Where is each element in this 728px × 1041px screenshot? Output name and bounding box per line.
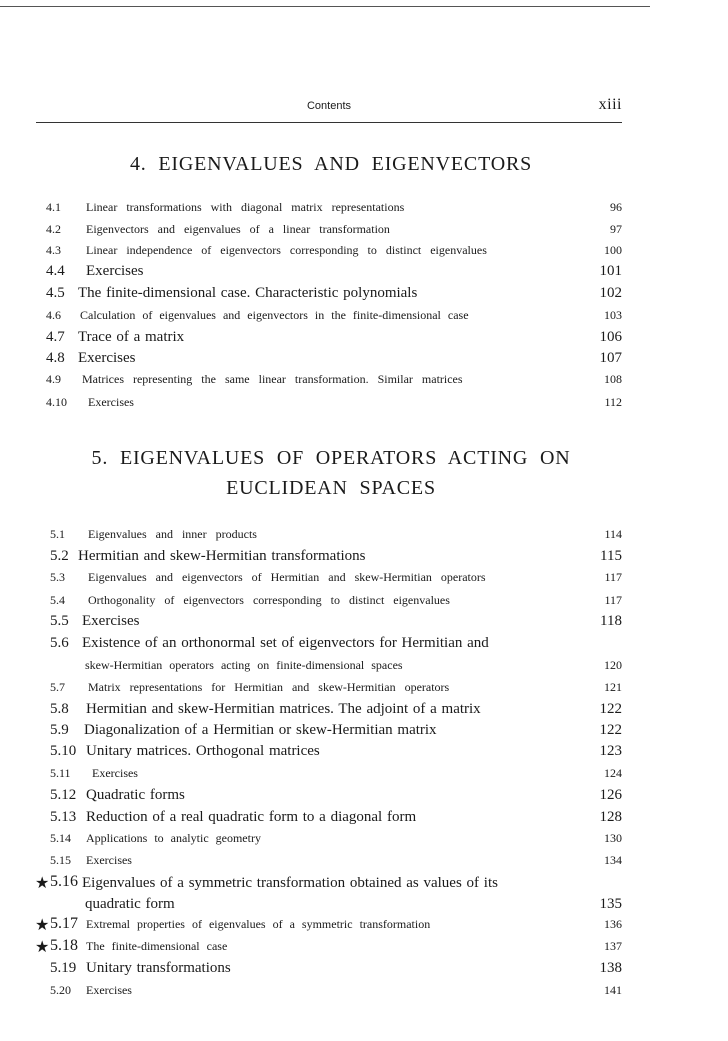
toc-entry-title: Eigenvectors and eigenvalues of a linear transformation [86,222,390,236]
toc-entry-page: 117 [604,593,622,607]
toc-entry-number: 4.7 [46,329,65,345]
toc-entry-page: 106 [599,329,622,345]
toc-entry-title: Calculation of eigenvalues and eigenvectors in the finite-dimensional case [80,308,469,322]
toc-entry-page: 117 [604,570,622,584]
toc-entry [46,263,622,285]
toc-entry-title: skew-Hermitian operators acting on finite-dimensional spaces [85,658,403,672]
toc-entry [50,766,622,788]
toc-entry-title: Extremal properties of eigenvalues of a symmetric transformation [86,917,431,931]
toc-entry [46,372,622,394]
toc-entry-page: 137 [604,939,622,953]
toc-entry [46,285,622,307]
toc-entry-number: 4.5 [46,285,65,301]
toc-entry-title: Quadratic forms [86,787,185,803]
toc-entry-title: Existence of an orthonormal set of eigenvectors for Hermitian and [82,635,489,651]
toc-entry-number: 4.4 [46,263,65,279]
toc-entry-page: 120 [604,658,622,672]
toc-entry-number: 5.6 [50,635,69,651]
toc-entry [50,680,622,702]
toc-entry-title: Hermitian and skew-Hermitian matrices. The adjoint of a matrix [86,701,481,717]
toc-entry [46,243,622,265]
toc-entry-number: 5.10 [50,743,77,759]
chapter-5-title-line1: 5. EIGENVALUES OF OPERATORS ACTING ON [91,447,571,469]
toc-entry [50,831,622,853]
toc-entry-number: 5.12 [50,787,77,803]
toc-entry-number: 5.15 [50,853,71,867]
toc-entry [50,896,622,918]
toc-entry-number: 4.2 [46,222,61,236]
toc-entry [50,701,622,723]
toc-entry-number: 5.13 [50,809,77,825]
toc-entry-page: 103 [604,308,622,322]
toc-entry-page: 112 [604,395,622,409]
toc-entry-page: 108 [604,372,622,386]
toc-entry [50,613,622,635]
toc-entry [35,873,622,897]
toc-entry-title: Exercises [88,395,134,409]
toc-entry-number: 4.8 [46,350,65,366]
toc-entry [46,222,622,244]
toc-entry-title: Exercises [86,263,144,279]
chapter-4-title: 4. EIGENVALUES AND EIGENVECTORS [129,153,533,175]
toc-entry-number: 5.18 [50,937,78,954]
toc-entry-title: Exercises [86,853,132,867]
toc-entry-title: Linear transformations with diagonal matrix representations [86,200,405,214]
toc-entry [50,787,622,809]
toc-entry-title: Orthogonality of eigenvectors corresponding to distinct eigenvalues [88,593,450,607]
toc-entry-title: Unitary matrices. Orthogonal matrices [86,743,320,759]
toc-entry-page: 124 [604,766,622,780]
star-icon: ★ [35,917,50,934]
toc-entry-number: 5.3 [50,570,65,584]
toc-entry-page: 97 [610,222,622,236]
toc-entry-title: Diagonalization of a Hermitian or skew-Hermitian matrix [84,722,437,738]
toc-entry-title: Eigenvalues and eigenvectors of Hermitian and skew-Hermitian operators [88,570,486,584]
toc-entry-title: Linear independence of eigenvectors corresponding to distinct eigenvalues [86,243,487,257]
toc-entry-title: Matrix representations for Hermitian and skew-Hermitian operators [88,680,450,694]
toc-entry-number: 5.2 [50,548,69,564]
toc-entry-title: Trace of a matrix [78,329,185,345]
toc-entry-title: Matrices representing the same linear transformation. Similar matrices [82,372,463,386]
running-title: Contents [306,100,352,112]
toc-entry [50,809,622,831]
toc-entry-page: 138 [599,960,622,976]
toc-entry [50,983,622,1005]
toc-entry-page: 115 [600,548,622,564]
toc-entry-number: 5.16 [50,873,78,890]
toc-entry-page: 134 [604,853,622,867]
toc-entry-number: 5.11 [50,766,71,780]
toc-entry-page: 135 [599,896,622,912]
running-head [36,96,622,123]
toc-entry-page: 123 [599,743,622,759]
toc-entry-title: Eigenvalues and inner products [88,527,257,541]
toc-entry-page: 100 [604,243,622,257]
toc-entry [46,329,622,351]
toc-entry [50,853,622,875]
toc-entry [50,635,622,657]
toc-entry-number: 5.19 [50,960,77,976]
toc-entry-number: 4.9 [46,372,61,386]
toc-entry-page: 126 [599,787,622,803]
toc-entry-number: 4.6 [46,308,61,322]
star-icon: ★ [35,939,50,956]
toc-entry [50,593,622,615]
toc-entry-number: 5.4 [50,593,65,607]
toc-entry-title: Exercises [86,983,132,997]
toc-entry-title: Exercises [92,766,138,780]
toc-entry-number: 5.1 [50,527,65,541]
toc-entry [35,937,622,961]
star-icon: ★ [35,875,50,892]
toc-entry-page: 102 [599,285,622,301]
toc-entry-page: 121 [604,680,622,694]
chapter-5-title-line2: EUCLIDEAN SPACES [226,477,436,499]
toc-entry [50,960,622,982]
toc-entry-page: 122 [599,701,622,717]
toc-entry-title: The finite-dimensional case. Characteristic polynomials [78,285,418,301]
toc-entry-number: 5.5 [50,613,69,629]
toc-entry-title: Exercises [78,350,136,366]
toc-entry-number: 4.3 [46,243,61,257]
toc-entry [50,743,622,765]
toc-entry [46,395,622,417]
toc-entry-page: 128 [599,809,622,825]
toc-entry-title: Unitary transformations [86,960,231,976]
toc-entry-page: 141 [604,983,622,997]
toc-entry-title: Hermitian and skew-Hermitian transformations [78,548,366,564]
toc-entry-title: Applications to analytic geometry [86,831,261,845]
toc-entry-number: 4.1 [46,200,61,214]
toc-entry-page: 101 [599,263,622,279]
toc-entry-title: Exercises [82,613,140,629]
toc-entry-title: Eigenvalues of a symmetric transformation obtained as values of its [82,875,498,891]
toc-entry-number: 5.8 [50,701,69,717]
toc-entry-page: 130 [604,831,622,845]
toc-entry-page: 114 [604,527,622,541]
toc-entry-page: 118 [600,613,622,629]
toc-entry [46,350,622,372]
top-rule [0,6,650,7]
page-number: xiii [598,96,622,113]
toc-entry-title: Reduction of a real quadratic form to a diagonal form [86,809,417,825]
toc-entry-page: 96 [610,200,622,214]
toc-entry-number: 5.7 [50,680,65,694]
toc-entry [35,915,622,939]
toc-entry-number: 5.17 [50,915,78,932]
toc-entry-page: 136 [604,917,622,931]
toc-entry-title: The finite-dimensional case [86,939,228,953]
toc-entry-number: 5.20 [50,983,71,997]
toc-entry [50,722,622,744]
toc-entry [50,570,622,592]
toc-entry [50,548,622,570]
toc-entry-page: 122 [599,722,622,738]
toc-entry-title: quadratic form [85,896,175,912]
toc-entry [46,308,622,330]
toc-entry [50,527,622,549]
toc-entry [46,200,622,222]
toc-entry [50,658,622,680]
toc-entry-number: 5.14 [50,831,71,845]
toc-entry-number: 5.9 [50,722,69,738]
toc-entry-page: 107 [599,350,622,366]
toc-entry-number: 4.10 [46,395,67,409]
